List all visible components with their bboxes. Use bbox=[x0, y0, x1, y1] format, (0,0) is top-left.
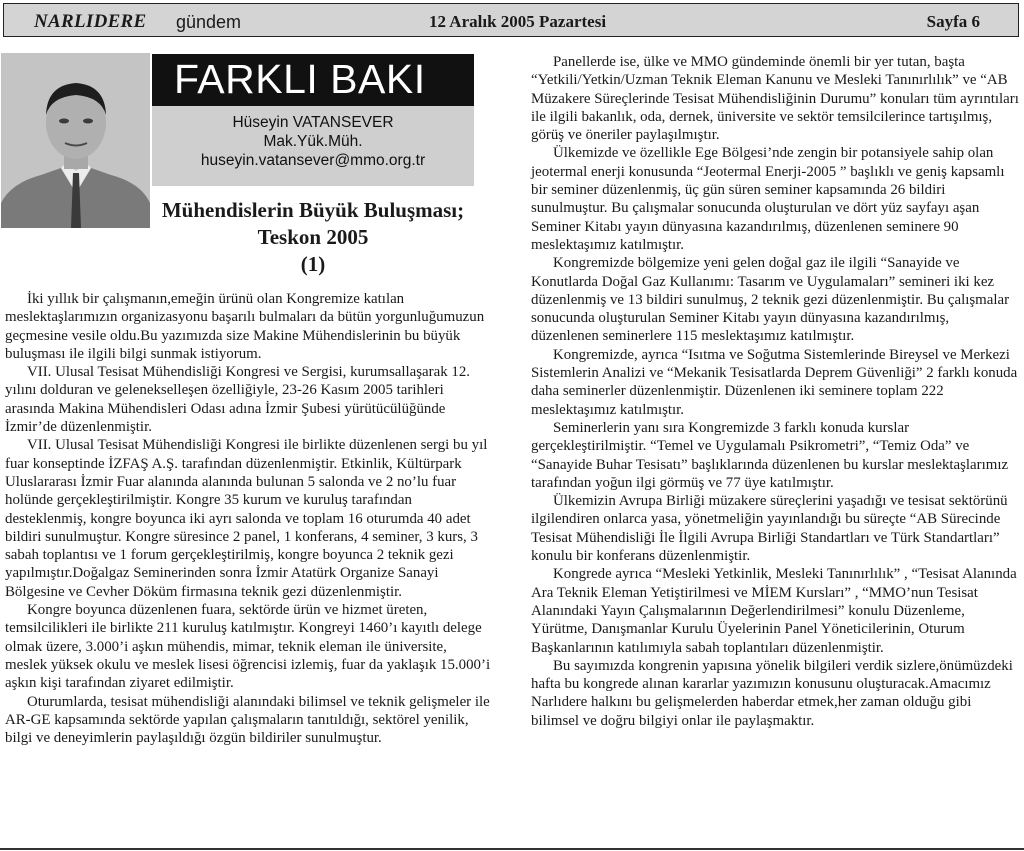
paragraph: Ülkemizin Avrupa Birliği müzakere süreçlerini yaşadığı ve tesisat sektörünü ilgilendiren onlarca yasa, yönetmeliğin yayınlandığı bu süreçte “AB Sürecinde Tesisat Mühendisliği İle İlgili Avrupa Birliği Standartları ve Türk Standartları” konulu bir konferans düzenlenmiştir. bbox=[531, 493, 1008, 565]
paragraph: Kongremizde bölgemize yeni gelen doğal gaz ile ilgili “Sanayide ve Konutlarda Doğal Gaz Kullanımı: Tasarım ve Uygulamaları” semineri iki kez düzenlenmiş ve 13 bildiri sunulmuş, 2 teknik gezi düzenlenmiştir. Bu çalışmalar sonucunda oluşturulan Seminer Kitabı yayın dünyasına kazandırılmış, düzenlenen seminerlere 115 meslektaşımız katılmıştır. bbox=[531, 255, 1010, 345]
paragraph: İki yıllık bir çalışmanın,emeğin ürünü olan Kongremize katılan meslektaşlarımızın organizasyonu başarılı bulmaları da bütün yorgunluğumuzun geçmesine vesile oldu.Bu yazımızda size Makine Mühendislerinin bu büyük buluşması ile ilgili bilgi sunmak istiyorum. bbox=[5, 291, 485, 362]
author-email: huseyin.vatansever@mmo.org.tr bbox=[200, 152, 426, 169]
page-number: Sayfa 6 bbox=[926, 12, 980, 31]
article-headline bbox=[152, 197, 474, 278]
paragraph: VII. Ulusal Tesisat Mühendisliği Kongresi ile birlikte düzenlenen sergi bu yıl fuar konseptinde İZFAŞ A.Ş. tarafından düzenlenmiştir. Etkinlik, Kültürpark Uluslararası İzmir Fuar alanında alanında bulunan 5 salonda ve 2 no’lu fuar holünde gerçekleştirilmiştir. Kongre 35 kurum ve kuruluş tarafından desteklenmiş, kongre boyunca iki ayrı salonda ve toplam 16 oturumda 40 adet bildiri sunulmuştur. Kongre süresince 2 panel, 1 konferans, 4 seminer, 3 kurs, 3 sabah toplantısı ve 1 forum gerçekleştirilmiş, kongre boyunca 2 teknik gezi yapılmıştır.Doğalgaz Seminerinden sonra İzmir Atatürk Organize Sanayi Bölgesine ve Cevher Döküm firmasına teknik gezi düzenlenmiştir. bbox=[5, 437, 488, 600]
headline-line-3: (1) bbox=[300, 252, 326, 276]
column-title: FARKLI BAKI bbox=[174, 56, 426, 102]
section-name: gündem bbox=[176, 12, 242, 32]
headline-line-2: Teskon 2005 bbox=[257, 225, 369, 249]
article-column-right bbox=[531, 53, 1020, 730]
paragraph: Oturumlarda, tesisat mühendisliği alanındaki bilimsel ve teknik gelişmeler ile AR-GE kapsamında sektörde yapılan çalışmaların tanıtıldığı, sektörel yenilik, bilgi ve deneyimlerin paylaşıldığı özgün bildiriler sunulmuştur. bbox=[5, 693, 490, 747]
paragraph: VII. Ulusal Tesisat Mühendisliği Kongresi ve Sergisi, kurumsallaşarak 12. yılını dolduran ve gelenekselleşen özelliğiyle, 23-26 Kasım 2005 tarihleri arasında Makina Mühendisleri Odası adına İzmir Şubesi yürütücülüğünde İzmir’de düzenlenmiştir. bbox=[5, 364, 470, 436]
paragraph: Kongre boyunca düzenlenen fuara, sektörde ürün ve hizmet üreten, temsilcilikleri ile birlikte 211 kuruluş katılmıştır. Kongreyi 1460’ı kayıtlı delege olmak üzere, 3.000’i aşkın mühendis, mimar, teknik eleman ile üniversite, meslek yüksek okulu ve meslek lisesi öğrencisi izlemiş, fuar da yaklaşık 15.000’i aşkın kişi tarafından ziyaret edilmiştir. bbox=[5, 602, 491, 692]
author-info bbox=[152, 106, 474, 186]
bottom-rule bbox=[0, 848, 1024, 850]
paragraph: Bu sayımızda kongrenin yapısına yönelik bilgileri verdik sizlere,önümüzdeki hafta bu kongrede alınan kararlar yazımızın konusunu oluşturacak.Amacımız Narlıdere halkını bu gelişmelerden haberdar etmek,her zaman olduğu gibi bilimsel ve doğru bilgiyi onlar ile paylaşmaktır. bbox=[531, 657, 1013, 729]
paragraph: Seminerlerin yanı sıra Kongremizde 3 farklı konuda kurslar gerçekleştirilmiştir. “Temel ve Uygulamalı Psikrometri”, “Temiz Oda” ve “Sanayide Buhar Tesisatı” başlıklarında düzenlenen bu kurslar meslektaşlarımız tarafından yoğun ilgi görmüş ve 77 üye katılmıştır. bbox=[531, 419, 1009, 491]
column-banner bbox=[152, 54, 474, 106]
issue-date: 12 Aralık 2005 Pazartesi bbox=[429, 12, 607, 31]
page-header bbox=[3, 3, 1019, 37]
author-title: Mak.Yük.Müh. bbox=[263, 133, 363, 150]
author-name: Hüseyin VATANSEVER bbox=[232, 114, 394, 131]
author-photo bbox=[1, 53, 150, 228]
author-portrait-icon bbox=[1, 53, 150, 228]
article-column-left bbox=[5, 290, 492, 747]
paragraph: Ülkemizde ve özellikle Ege Bölgesi’nde zengin bir potansiyele sahip olan jeotermal enerji konusunda “Jeotermal Enerji-2005 ” başlıklı ve geniş kapsamlı bir seminer düzenlenmiş, üç gün süren seminer kapsamında 26 bildiri sunulmuştur. Bu çalışmalar sonucunda oluşturulan ve dört yüz sayfayı aşan Seminer Kitabı yayın dünyasına kazandırılmış, düzenlenen seminere 90 meslektaşımız katılmıştır. bbox=[531, 145, 1005, 253]
paragraph: Kongrede ayrıca “Mesleki Yetkinlik, Mesleki Tanınırlılık” , “Tesisat Alanında Ara Teknik Eleman Yetiştirilmesi ve MİEM Kursları” , “MMO’nun Tesisat Alanındaki Yayın Çalışmalarının Değerlendirilmesi” konulu Düzenleme, Yürütme, Danışmanlar Kurulu Üyelerinin Panel Yöneticilerinin, Oturum Başkanlarının katılımıyla sabah toplantıları düzenlenmiştir. bbox=[531, 566, 1017, 656]
headline-line-1: Mühendislerin Büyük Buluşması; bbox=[161, 198, 465, 222]
newspaper-name: NARLIDERE bbox=[34, 11, 147, 32]
paragraph: Kongremizde, ayrıca “Isıtma ve Soğutma Sistemlerinde Bireysel ve Merkezi Sistemlerin Analizi ve “Mekanik Tesisatlarda Deprem Güvenliği” 2 farklı konuda daha seminerler düzenlenmiştir. Düzenlenen iki seminere toplam 222 meslektaşımız katılmıştır. bbox=[531, 346, 1018, 418]
paragraph: Panellerde ise, ülke ve MMO gündeminde önemli bir yer tutan, başta “Yetkili/Yetkin/Uzman Teknik Eleman Kanunu ve Mesleki Tanınırlılık” ve “AB Müzakere Süreçlerinde Tesisat Mühendisliğinin Durumu” konuları tüm ayrıntıları ile ilgili bakanlık, oda, dernek, üniversite ve sektör temsilcilerince tartışılmış, görüş ve öneriler paylaşılmıştır. bbox=[531, 54, 1019, 144]
